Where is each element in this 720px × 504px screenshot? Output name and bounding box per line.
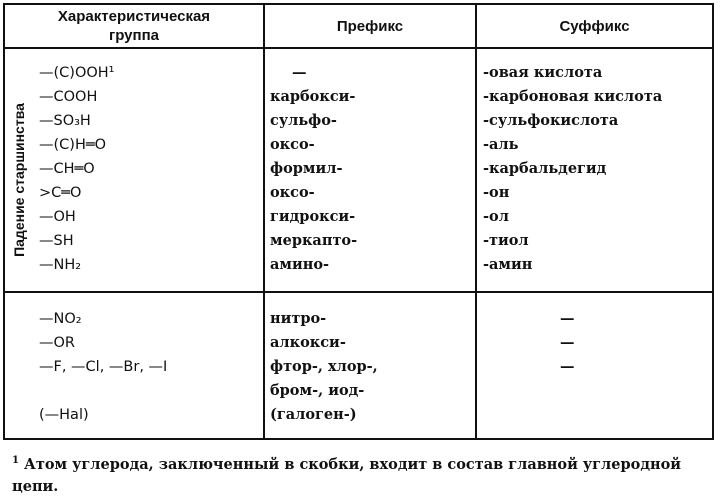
suffix-cell: -овая кислота	[483, 64, 603, 81]
column-divider	[475, 5, 477, 438]
header-group-line2: группа	[108, 27, 159, 44]
prefix-cell: амино-	[270, 256, 330, 273]
header-prefix: Префикс	[336, 17, 404, 35]
header-group-line1: Характеристическая	[57, 8, 211, 25]
prefix-cell: сульфо-	[270, 112, 337, 129]
suffix-cell: -он	[483, 184, 510, 201]
footnote-mark: 1	[12, 455, 19, 466]
section-divider	[5, 291, 712, 293]
prefix-cell: —	[292, 64, 307, 81]
prefix-cell: нитро-	[270, 310, 327, 327]
group-cell: —NH₂	[39, 257, 82, 273]
suffix-cell: -сульфокислота	[483, 112, 619, 129]
header-divider	[5, 47, 712, 49]
group-cell: —SO₃H	[39, 113, 91, 129]
prefix-cell: алкокси-	[270, 334, 346, 351]
footnote-text: Атом углерода, заключенный в скобки, входит в состав главной углеродной цепи.	[12, 455, 682, 495]
suffix-cell: —	[560, 358, 575, 375]
suffix-cell: -карбоновая кислота	[483, 88, 663, 105]
prefix-cell: карбокси-	[270, 88, 356, 105]
suffix-cell: -амин	[483, 256, 533, 273]
group-cell: >C═O	[39, 185, 82, 201]
prefix-cell: бром-, иод-	[270, 382, 365, 399]
prefix-cell: фтор-, хлор-,	[270, 358, 378, 375]
suffix-cell: -аль	[483, 136, 519, 153]
prefix-cell: (галоген-)	[270, 406, 357, 423]
footnote	[12, 450, 712, 498]
prefix-cell: оксо-	[270, 136, 315, 153]
header-suffix: Суффикс	[559, 17, 630, 35]
suffix-cell: -ол	[483, 208, 509, 225]
group-cell: —OR	[39, 335, 75, 351]
group-cell: —NO₂	[39, 311, 82, 327]
suffix-cell: —	[560, 334, 575, 351]
group-cell: —COOH	[39, 89, 98, 105]
group-cell: —(C)H═O	[39, 137, 106, 153]
suffix-cell: -тиол	[483, 232, 529, 249]
functional-groups-table	[3, 3, 714, 440]
side-label-text: Падение старшинства	[11, 103, 27, 257]
side-label	[7, 69, 31, 291]
header-group	[5, 5, 263, 47]
prefix-cell: формил-	[270, 160, 343, 177]
group-cell: —F, —Cl, —Br, —I	[39, 359, 168, 375]
group-cell: (—Hal)	[39, 407, 89, 423]
prefix-cell: меркапто-	[270, 232, 358, 249]
group-cell: —SH	[39, 233, 74, 249]
suffix-cell: -карбальдегид	[483, 160, 607, 177]
column-divider	[263, 5, 265, 438]
group-cell: —CH═O	[39, 161, 95, 177]
group-cell: —OH	[39, 209, 76, 225]
group-cell: —(C)OOH¹	[39, 65, 115, 81]
prefix-cell: оксо-	[270, 184, 315, 201]
suffix-cell: —	[560, 310, 575, 327]
prefix-cell: гидрокси-	[270, 208, 356, 225]
